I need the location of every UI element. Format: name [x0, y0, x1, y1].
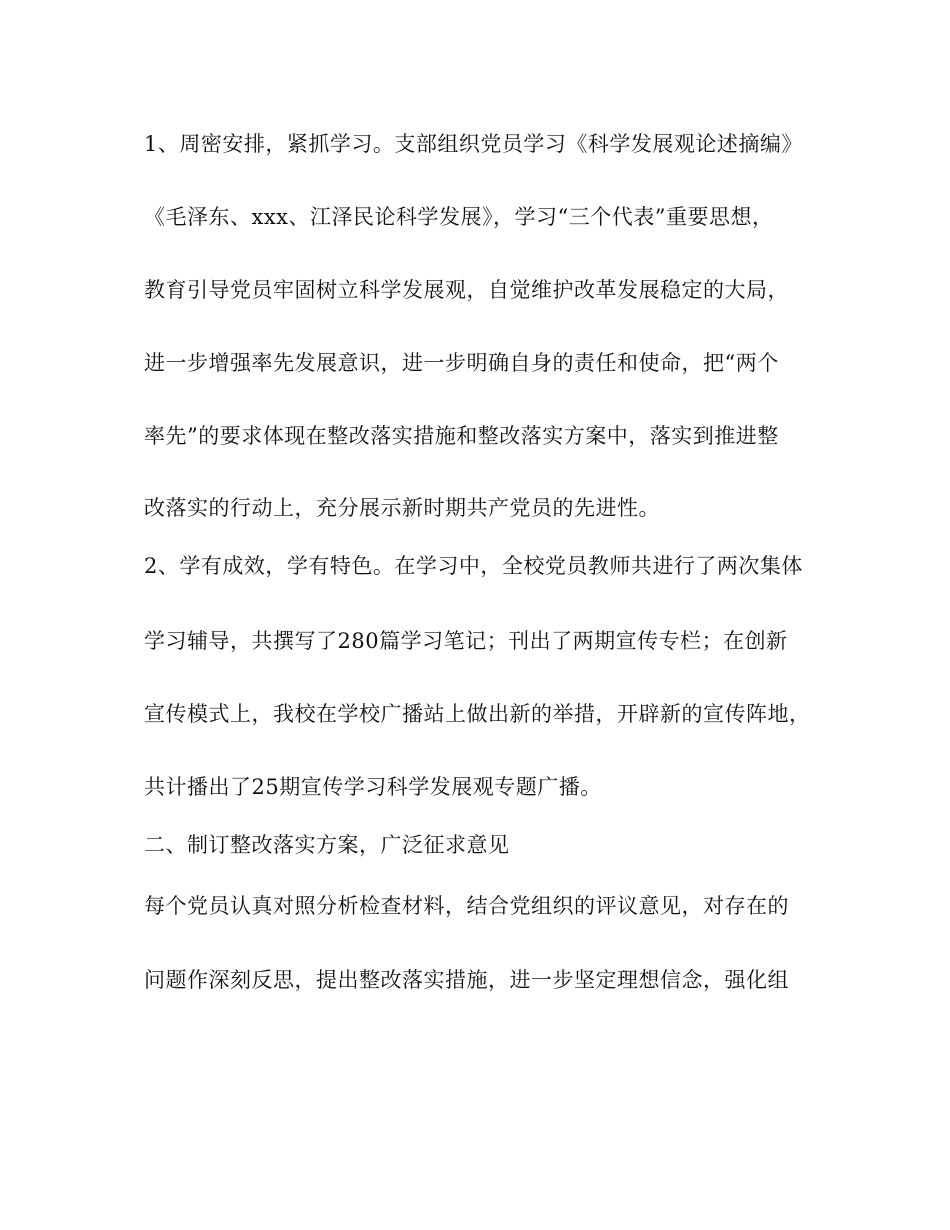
- paragraph-2-line-1: 2、学有成效，学有特色。在学习中，全校党员教师共进行了两次集体: [144, 554, 803, 578]
- paragraph-1-line-4: 进一步增强率先发展意识，进一步明确自身的责任和使命，把“两个: [144, 351, 779, 375]
- paragraph-1-line-5: 率先”的要求体现在整改落实措施和整改落实方案中，落实到推进整: [144, 424, 779, 448]
- paragraph-1-line-2: 《毛泽东、xxx、江泽民论科学发展》，学习“三个代表”重要思想，: [144, 205, 774, 229]
- section-heading: 二、制订整改落实方案，广泛征求意见: [144, 833, 510, 857]
- paragraph-2-line-2: 学习辅导，共撰写了280篇学习笔记；刊出了两期宣传专栏；在创新: [144, 629, 788, 653]
- paragraph-1-line-3: 教育引导党员牢固树立科学发展观，自觉维护改革发展稳定的大局，: [144, 278, 789, 302]
- paragraph-1-line-1: 1、周密安排，紧抓学习。支部组织党员学习《科学发展观论述摘编》: [144, 132, 803, 156]
- paragraph-1-line-6: 改落实的行动上，充分展示新时期共产党员的先进性。: [144, 496, 660, 520]
- paragraph-3-line-1: 每个党员认真对照分析检查材料，结合党组织的评议意见，对存在的: [144, 894, 789, 918]
- paragraph-2-line-4: 共计播出了25期宣传学习科学发展观专题广播。: [144, 775, 602, 799]
- paragraph-3-line-2: 问题作深刻反思，提出整改落实措施，进一步坚定理想信念，强化组: [144, 968, 789, 992]
- paragraph-2-line-3: 宣传模式上，我校在学校广播站上做出新的举措，开辟新的宣传阵地，: [144, 702, 811, 726]
